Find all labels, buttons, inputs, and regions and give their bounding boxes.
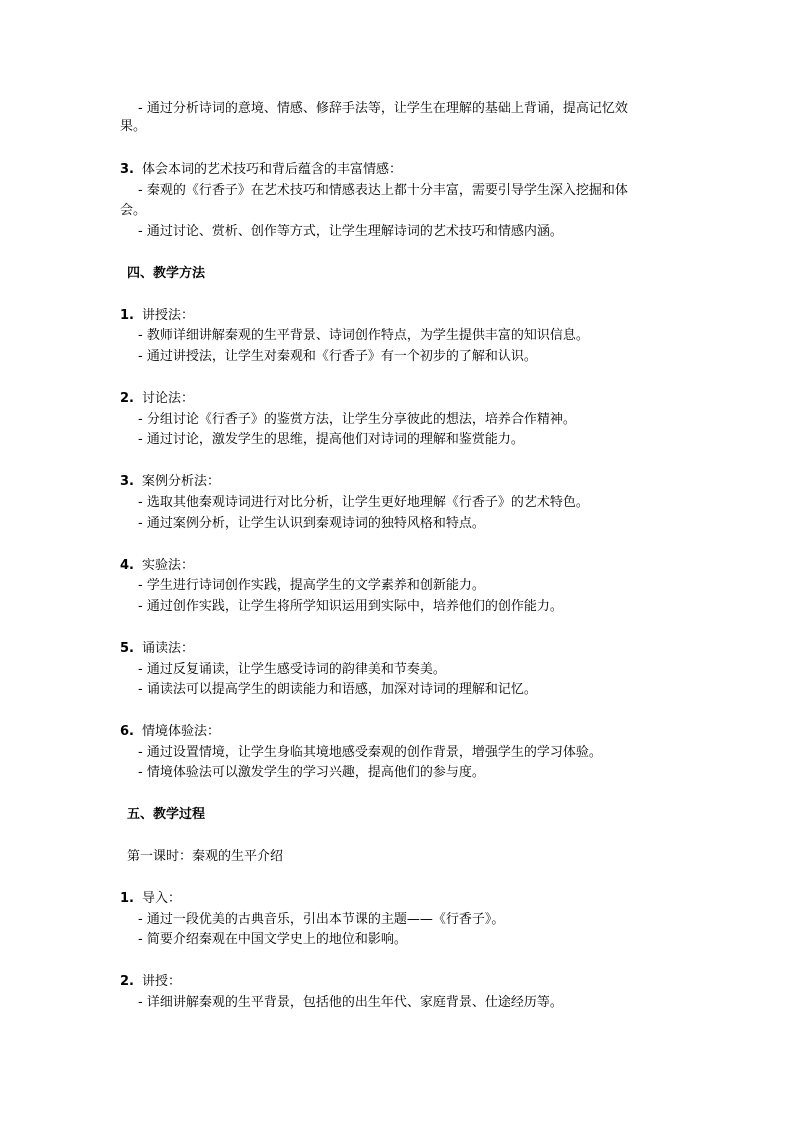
item-title-text: 体会本词的艺术技巧和背后蕴含的丰富情感： <box>141 162 402 177</box>
section-heading: 四、教学方法 <box>127 266 206 281</box>
method-item-title <box>120 558 680 574</box>
bullet-line: - 简要介绍秦观在中国文学史上的地位和影响。 <box>138 932 407 947</box>
method-item-title <box>120 474 680 490</box>
item-title-text: 讲授： <box>141 974 181 989</box>
bullet-line: - 通过分析诗词的意境、情感、修辞手法等，让学生在理解的基础上背诵，提高记忆效 <box>138 101 628 116</box>
bullet-line-continuation: 果。 <box>120 119 147 134</box>
goal-item-title <box>120 162 680 178</box>
bullet-line: - 通过反复诵读，让学生感受诗词的韵律美和节奏美。 <box>138 662 446 677</box>
item-number: 6. <box>120 724 134 739</box>
item-number: 3. <box>120 162 134 177</box>
item-title-text: 讨论法： <box>141 391 194 406</box>
item-title-text: 案例分析法： <box>141 474 220 489</box>
bullet-line: - 情境体验法可以激发学生的学习兴趣，提高他们的参与度。 <box>138 765 485 780</box>
item-title-text: 讲授法： <box>141 308 194 323</box>
bullet-line: - 通过设置情境，让学生身临其境地感受秦观的创作背景，增强学生的学习体验。 <box>138 745 602 760</box>
method-item-title <box>120 308 680 324</box>
bullet-line: - 通过讨论，激发学生的思维，提高他们对诗词的理解和鉴赏能力。 <box>138 432 524 447</box>
item-title-text: 诵读法： <box>141 641 194 656</box>
item-number: 1. <box>120 308 134 323</box>
bullet-line: - 选取其他秦观诗词进行对比分析，让学生更好地理解《行香子》的艺术特色。 <box>138 495 589 510</box>
section-heading: 五、教学过程 <box>127 807 206 822</box>
bullet-line: - 诵读法可以提高学生的朗读能力和语感，加深对诗词的理解和记忆。 <box>138 682 537 697</box>
item-number: 2. <box>120 974 134 989</box>
bullet-line: - 秦观的《行香子》在艺术技巧和情感表达上都十分丰富，需要引导学生深入挖掘和体 <box>138 183 628 198</box>
process-item-title <box>120 891 680 907</box>
bullet-line: - 通过案例分析，让学生认识到秦观诗词的独特风格和特点。 <box>138 516 485 531</box>
item-number: 5. <box>120 641 134 656</box>
item-number: 2. <box>120 391 134 406</box>
bullet-line: - 学生进行诗词创作实践，提高学生的文学素养和创新能力。 <box>138 578 485 593</box>
item-title-text: 实验法： <box>141 558 194 573</box>
method-item-title <box>120 641 680 657</box>
bullet-line: - 分组讨论《行香子》的鉴赏方法，让学生分享彼此的想法，培养合作精神。 <box>138 412 576 427</box>
bullet-line: - 通过创作实践，让学生将所学知识运用到实际中，培养他们的创作能力。 <box>138 599 563 614</box>
bullet-line: - 通过讨论、赏析、创作等方式，让学生理解诗词的艺术技巧和情感内涵。 <box>138 224 563 239</box>
lesson-title: 第一课时：秦观的生平介绍 <box>127 849 284 864</box>
item-title-text: 导入： <box>141 891 181 906</box>
process-item-title <box>120 974 680 990</box>
bullet-line: - 教师详细讲解秦观的生平背景、诗词创作特点，为学生提供丰富的知识信息。 <box>138 328 589 343</box>
method-item-title <box>120 724 680 740</box>
item-title-text: 情境体验法： <box>141 724 220 739</box>
bullet-line: - 详细讲解秦观的生平背景，包括他的出生年代、家庭背景、仕途经历等。 <box>138 995 563 1010</box>
bullet-line-continuation: 会。 <box>120 203 147 218</box>
bullet-line: - 通过一段优美的古典音乐，引出本节课的主题——《行香子》。 <box>138 912 505 927</box>
item-number: 1. <box>120 891 134 906</box>
item-number: 3. <box>120 474 134 489</box>
item-number: 4. <box>120 558 134 573</box>
method-item-title <box>120 391 680 407</box>
bullet-line: - 通过讲授法，让学生对秦观和《行香子》有一个初步的了解和认识。 <box>138 349 537 364</box>
